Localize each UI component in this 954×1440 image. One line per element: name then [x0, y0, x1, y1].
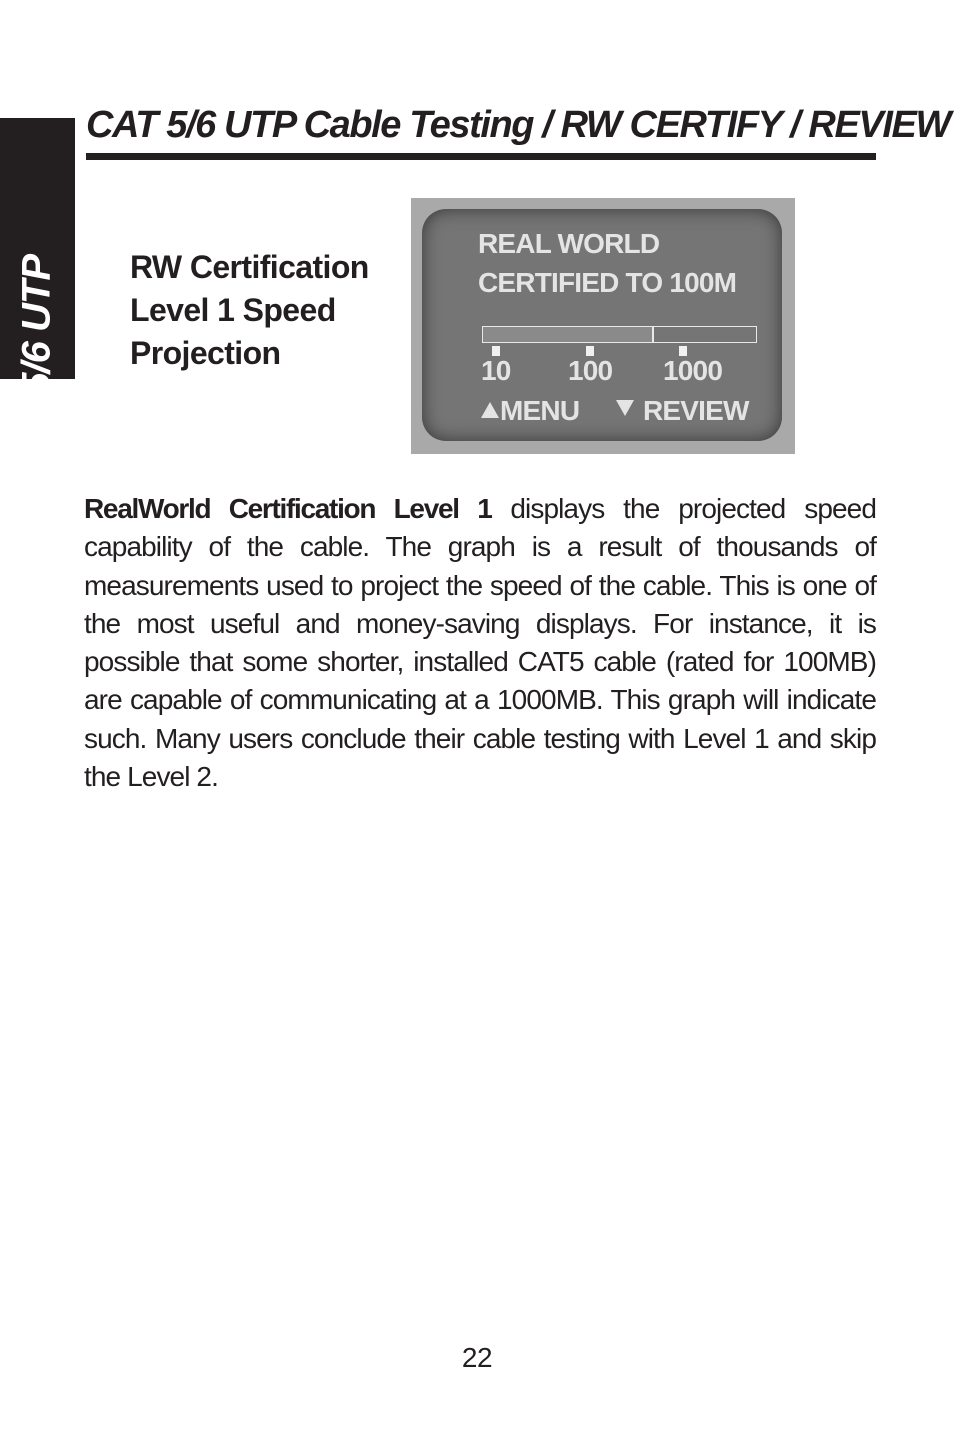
- body-text: displays the projected speed capability of the cable. The graph is a result of thousands of measurements used to project the speed of the cable. This is one of the most useful and money-saving displays. For instance, it is possible that some shorter, installed CAT5 cable (rated for 100MB) are capable of communicating at a 1000MB. This graph will indicate such. Many users conclude their cable testing with Level 1 and skip the Level 2.: [84, 493, 877, 793]
- page-number: 22: [461, 1342, 493, 1373]
- up-arrow-icon: [481, 402, 499, 418]
- caption-line-3: Projection: [130, 335, 281, 371]
- page-title: CAT 5/6 UTP Cable Testing / RW CERTIFY / REVIEW: [86, 104, 950, 146]
- caption-line-2: Level 1 Speed: [130, 292, 336, 328]
- lcd-screen: [422, 209, 782, 441]
- lcd-review-label: REVIEW: [643, 395, 749, 426]
- lcd-line-real-world: REAL WORLD: [478, 228, 660, 259]
- title-rule: [86, 153, 876, 160]
- figure-caption: [130, 246, 369, 375]
- side-tab-label: CAT 5/6 UTP: [14, 254, 59, 482]
- lcd-review-softkey: [616, 395, 749, 427]
- lcd-menu-label: MENU: [500, 395, 580, 426]
- scale-label-1000: 1000: [663, 355, 723, 386]
- lcd-menu-softkey: [481, 395, 579, 427]
- body-lead: RealWorld Certification Level 1: [84, 493, 492, 524]
- down-arrow-icon: [616, 400, 634, 416]
- body-paragraph: [84, 490, 876, 796]
- speed-bar: [482, 326, 757, 343]
- side-tab: [0, 118, 75, 482]
- caption-line-1: RW Certification: [130, 249, 369, 285]
- scale-label-10: 10: [481, 355, 511, 386]
- scale-label-100: 100: [568, 355, 613, 386]
- speed-bar-divider: [652, 326, 654, 343]
- lcd-display-photo: [411, 198, 795, 454]
- lcd-line-certified: CERTIFIED TO 100M: [478, 267, 737, 298]
